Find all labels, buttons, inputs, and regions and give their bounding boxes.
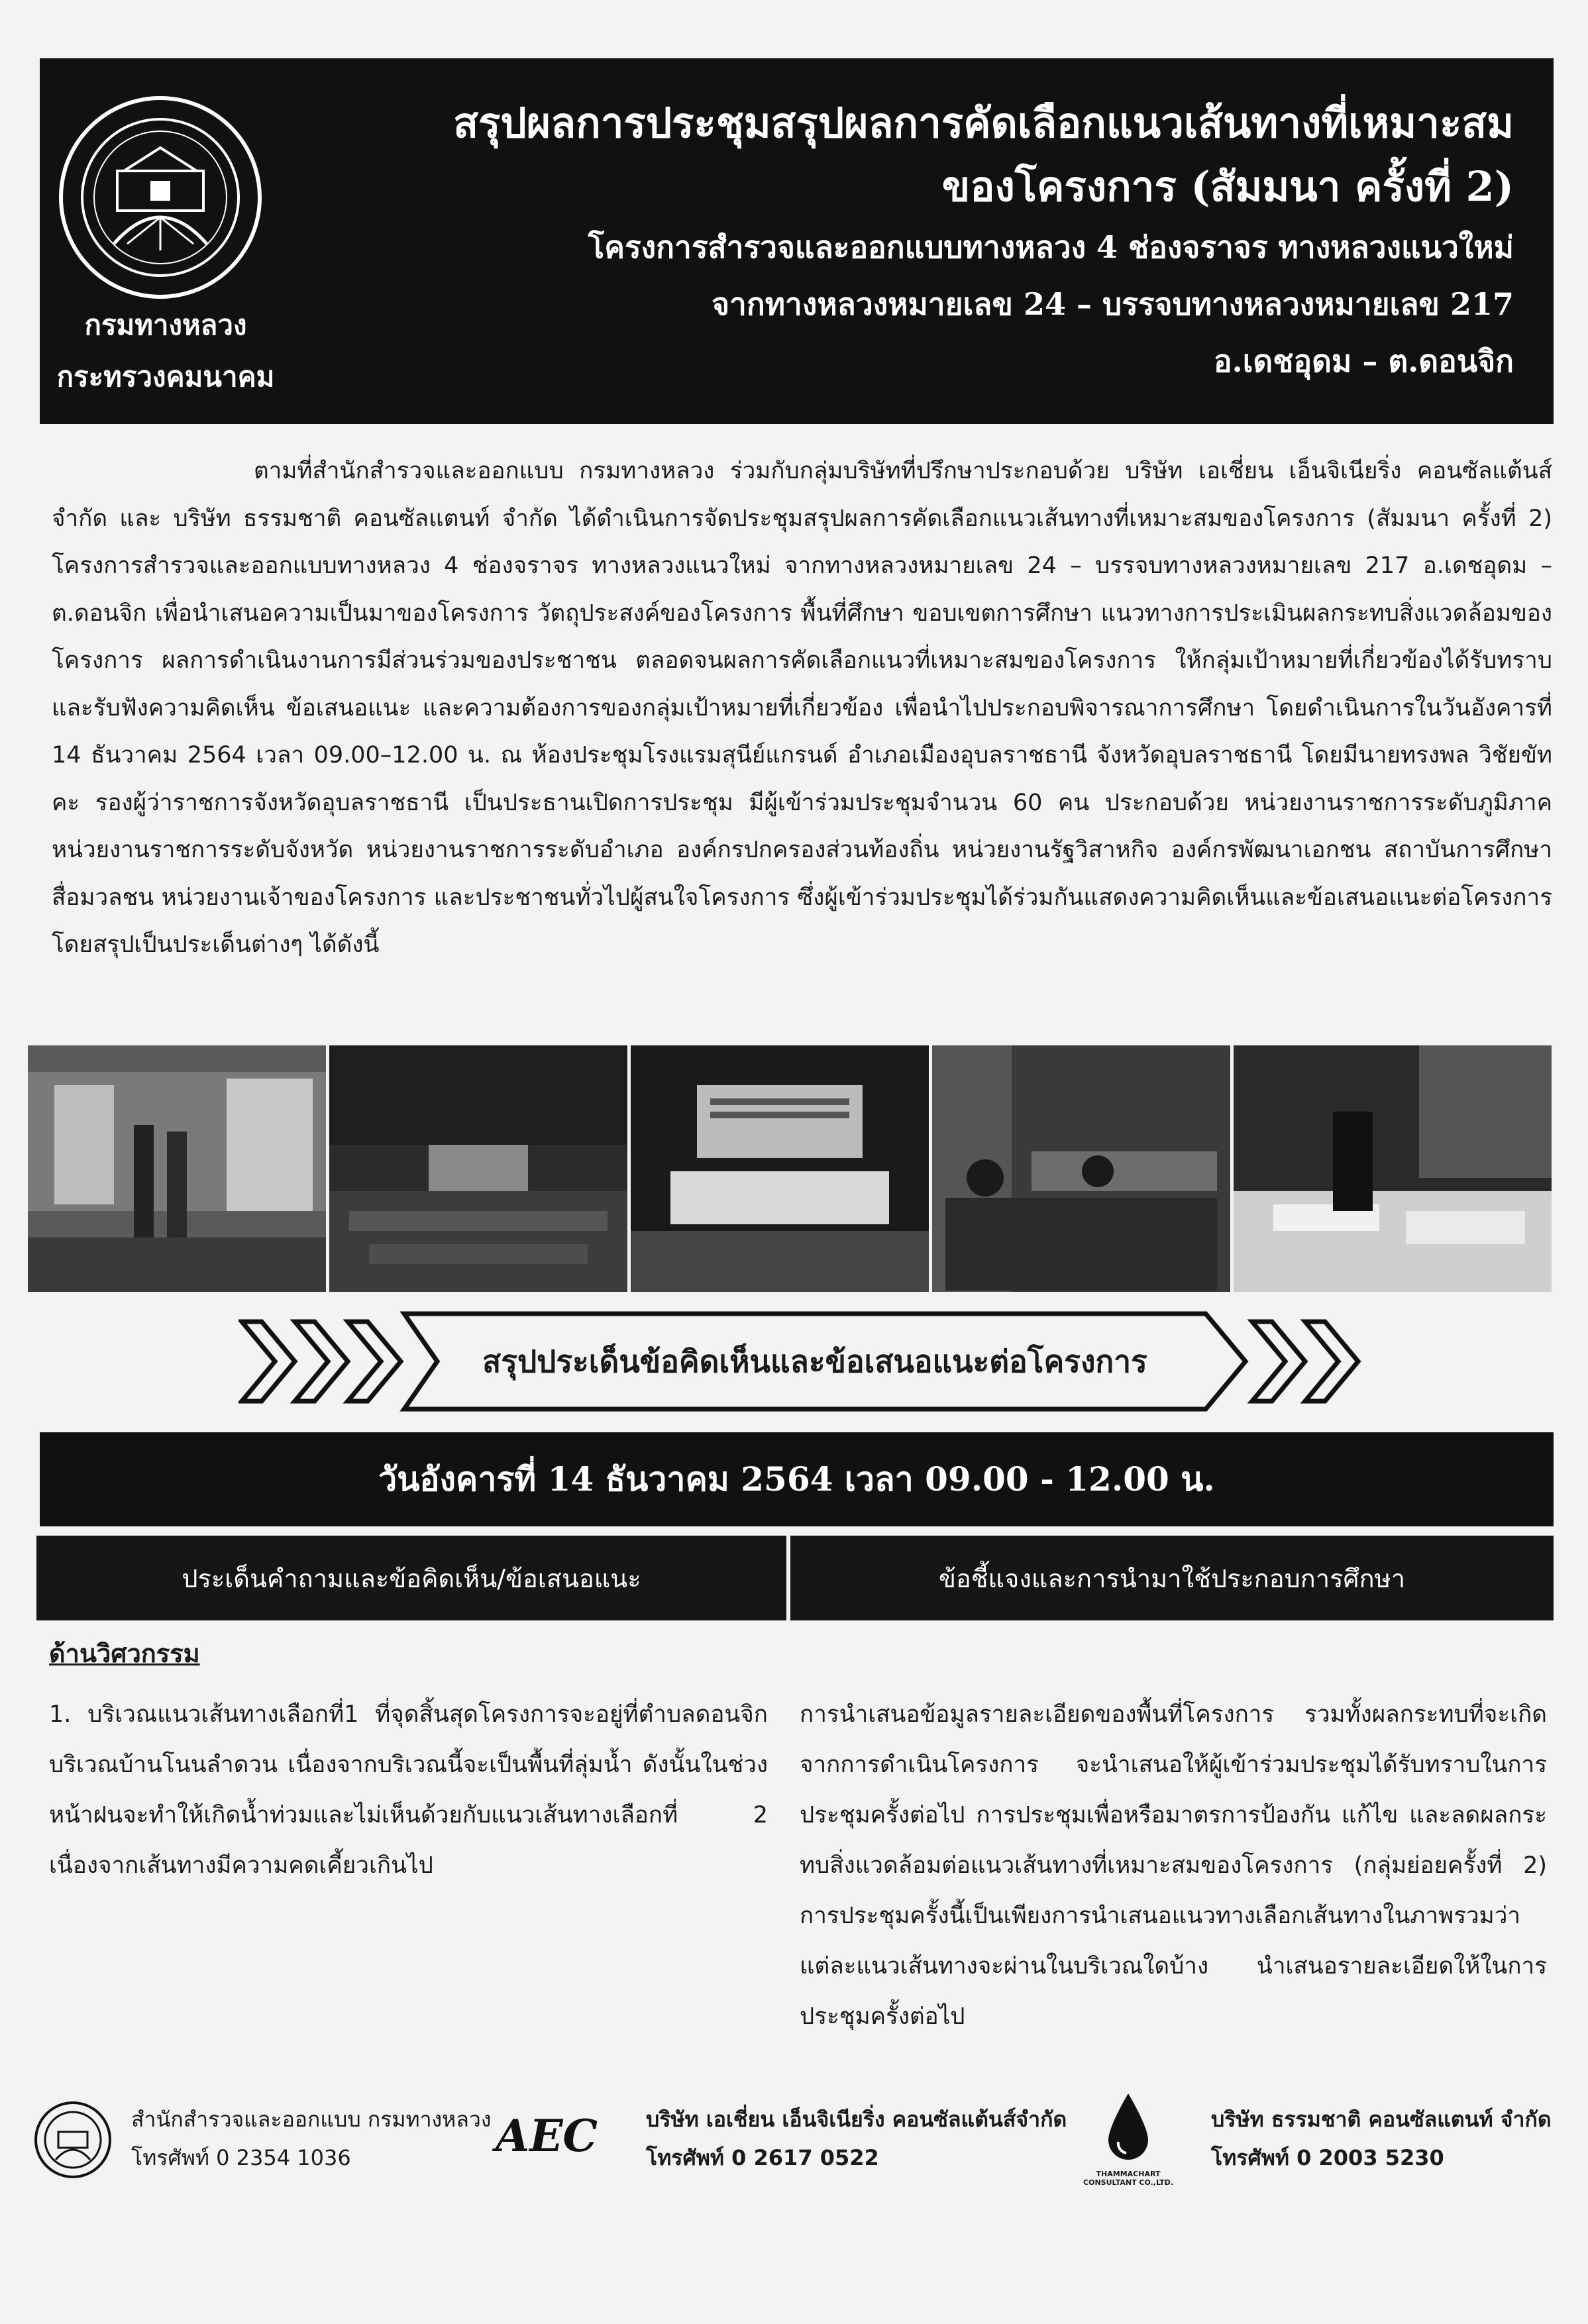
subtitle-line-1: โครงการสำรวจและออกแบบทางหลวง 4 ช่องจราจร ทางหลวงแนวใหม่ bbox=[588, 229, 1514, 265]
column-header-questions: ประเด็นคำถามและข้อคิดเห็น/ข้อเสนอแนะ bbox=[36, 1536, 790, 1620]
meeting-photo-2 bbox=[329, 1045, 627, 1292]
department-seal-small-icon bbox=[33, 2100, 113, 2180]
org-1-phone: โทรศัพท์ 0 2354 1036 bbox=[131, 2145, 351, 2170]
subtitle-line-3: อ.เดชอุดม – ต.ดอนจิก bbox=[1214, 343, 1514, 379]
subtitle-line-2: จากทางหลวงหมายเลข 24 – บรรจบทางหลวงหมายเลข 217 bbox=[712, 286, 1514, 322]
section-engineering: ด้านวิศวกรรม bbox=[49, 1639, 200, 1668]
aec-logo: AEC bbox=[496, 2110, 598, 2162]
department-name: กรมทางหลวง bbox=[84, 309, 247, 341]
meeting-date-bar: วันอังคารที่ 14 ธันวาคม 2564 เวลา 09.00 - 12.00 น. bbox=[40, 1432, 1554, 1526]
photo-strip bbox=[28, 1045, 1552, 1292]
org-2-name: บริษัท เอเชี่ยน เอ็นจิเนียริ่ง คอนซัลแต้นส์จำกัด bbox=[646, 2107, 1067, 2132]
org-3-name: บริษัท ธรรมชาติ คอนซัลแตนท์ จำกัด bbox=[1211, 2107, 1552, 2132]
title-line-2: ของโครงการ (สัมมนา ครั้งที่ 2) bbox=[941, 162, 1514, 211]
header-banner bbox=[40, 58, 1554, 424]
title-line-1: สรุปผลการประชุมสรุปผลการคัดเลือกแนวเส้นทางที่เหมาะสม bbox=[453, 99, 1514, 147]
column-header-answers: ข้อชี้แจงและการนำมาใช้ประกอบการศึกษา bbox=[938, 1563, 1406, 1593]
thammachart-logo-caption: THAMMACHART CONSULTANT CO.,LTD. bbox=[1083, 2170, 1173, 2187]
question-item-1: 1. บริเวณแนวเส้นทางเลือกที่1 ที่จุดสิ้นสุดโครงการจะอยู่ที่ตำบลดอนจิก บริเวณบ้านโนนลำดวน เนื่องจากบริเวณนี้จะเป็นพื้นที่ลุ่มน้ำ ดังนั้นในช่วงหน้าฝนจะทำให้เกิดน้ำท่วมและไม่เห็นด้วยกับแนวเส้นทางเลือกที่ 2 เนื่องจากเส้นทางมีความคดเคี้ยวเกินไป bbox=[49, 1701, 768, 1879]
footer-org-1 bbox=[131, 2100, 491, 2177]
table-header bbox=[36, 1536, 1554, 1620]
banner-title: สรุปประเด็นข้อคิดเห็นและข้อเสนอแนะต่อโครงการ bbox=[482, 1343, 1147, 1379]
meeting-photo-1 bbox=[28, 1045, 326, 1292]
ministry-name: กระทรวงคมนาคม bbox=[56, 360, 275, 393]
answer-item-1: การนำเสนอข้อมูลรายละเอียดของพื้นที่โครงการ รวมทั้งผลกระทบที่จะเกิดจากการดำเนินโครงการ จะนำเสนอให้ผู้เข้าร่วมประชุมได้รับทราบในการประชุมครั้งต่อไป การประชุมเพื่อหรือมาตรการป้องกัน แก้ไข และลดผลกระทบสิ่งแวดล้อมต่อแนวเส้นทางที่เหมาะสมของโครงการ (กลุ่มย่อยครั้งที่ 2) การประชุมครั้งนี้เป็นเพียงการนำเสนอแนวทางเลือกเส้นทางในภาพรวมว่าแต่ละแนวเส้นทางจะผ่านในบริเวณใดบ้าง นำเสนอรายละเอียดให้ในการประชุมครั้งต่อไป bbox=[800, 1701, 1547, 2030]
water-drop-logo-icon bbox=[1105, 2090, 1151, 2166]
meeting-photo-4 bbox=[932, 1045, 1230, 1292]
org-2-phone: โทรศัพท์ 0 2617 0522 bbox=[646, 2145, 879, 2170]
footer-org-3 bbox=[1211, 2100, 1552, 2177]
department-seal-icon bbox=[54, 91, 266, 303]
footer-org-2 bbox=[646, 2100, 1067, 2177]
summary-banner bbox=[238, 1308, 1378, 1414]
org-3-phone: โทรศัพท์ 0 2003 5230 bbox=[1211, 2145, 1444, 2170]
intro-paragraph: ตามที่สำนักสำรวจและออกแบบ กรมทางหลวง ร่วมกับกลุ่มบริษัทที่ปรึกษาประกอบด้วย บริษัท เอเชี่ยน เอ็นจิเนียริ่ง คอนซัลแต้นส์ จำกัด และ บริษัท ธรรมชาติ คอนซัลแตนท์ จำกัด ได้ดำเนินการจัดประชุมสรุปผลการคัดเลือกแนวเส้นทางที่เหมาะสมของโครงการ (สัมมนา ครั้งที่ 2) โครงการสำรวจและออกแบบทางหลวง 4 ช่องจราจร ทางหลวงแนวใหม่ จากทางหลวงหมายเลข 24 – บรรจบทางหลวงหมายเลข 217 อ.เดชอุดม –ต.ดอนจิก เพื่อนำเสนอความเป็นมาของโครงการ วัตถุประสงค์ของโครงการ พื้นที่ศึกษา ขอบเขตการศึกษา แนวทางการประเมินผลกระทบสิ่งแวดล้อมของโครงการ ผลการดำเนินงานการมีส่วนร่วมของประชาชน ตลอดจนผลการคัดเลือกแนวที่เหมาะสมของโครงการ ให้กลุ่มเป้าหมายที่เกี่ยวข้องได้รับทราบ และรับฟังความคิดเห็น ข้อเสนอแนะ และความต้องการของกลุ่มเป้าหมายที่เกี่ยวข้อง เพื่อนำไปประกอบพิจารณาการศึกษา โดยดำเนินการในวันอังคารที่ 14 ธันวาคม 2564 เวลา 09.00–12.00 น. ณ ห้องประชุมโรงแรมสุนีย์แกรนด์ อำเภอเมืองอุบลราชธานี จังหวัดอุบลราชธานี โดยมีนายทรงพล วิชัยขัทคะ รองผู้ว่าราชการจังหวัดอุบลราชธานี เป็นประธานเปิดการประชุม มีผู้เข้าร่วมประชุมจำนวน 60 คน ประกอบด้วย หน่วยงานราชการระดับภูมิภาค หน่วยงานราชการระดับจังหวัด หน่วยงานราชการระดับอำเภอ องค์กรปกครองส่วนท้องถิ่น หน่วยงานรัฐวิสาหกิจ องค์กรพัฒนาเอกชน สถาบันการศึกษา สื่อมวลชน หน่วยงานเจ้าของโครงการ และประชาชนทั่วไปผู้สนใจโครงการ ซึ่งผู้เข้าร่วมประชุมได้ร่วมกันแสดงความคิดเห็นและข้อเสนอแนะต่อโครงการ โดยสรุปเป็นประเด็นต่างๆ ได้ดังนี้ bbox=[52, 458, 1553, 958]
org-1-name: สำนักสำรวจและออกแบบ กรมทางหลวง bbox=[131, 2107, 492, 2132]
header-titles bbox=[453, 91, 1514, 390]
footer-contacts bbox=[0, 2080, 1588, 2206]
meeting-photo-5 bbox=[1234, 1045, 1552, 1292]
meeting-photo-3 bbox=[631, 1045, 929, 1292]
